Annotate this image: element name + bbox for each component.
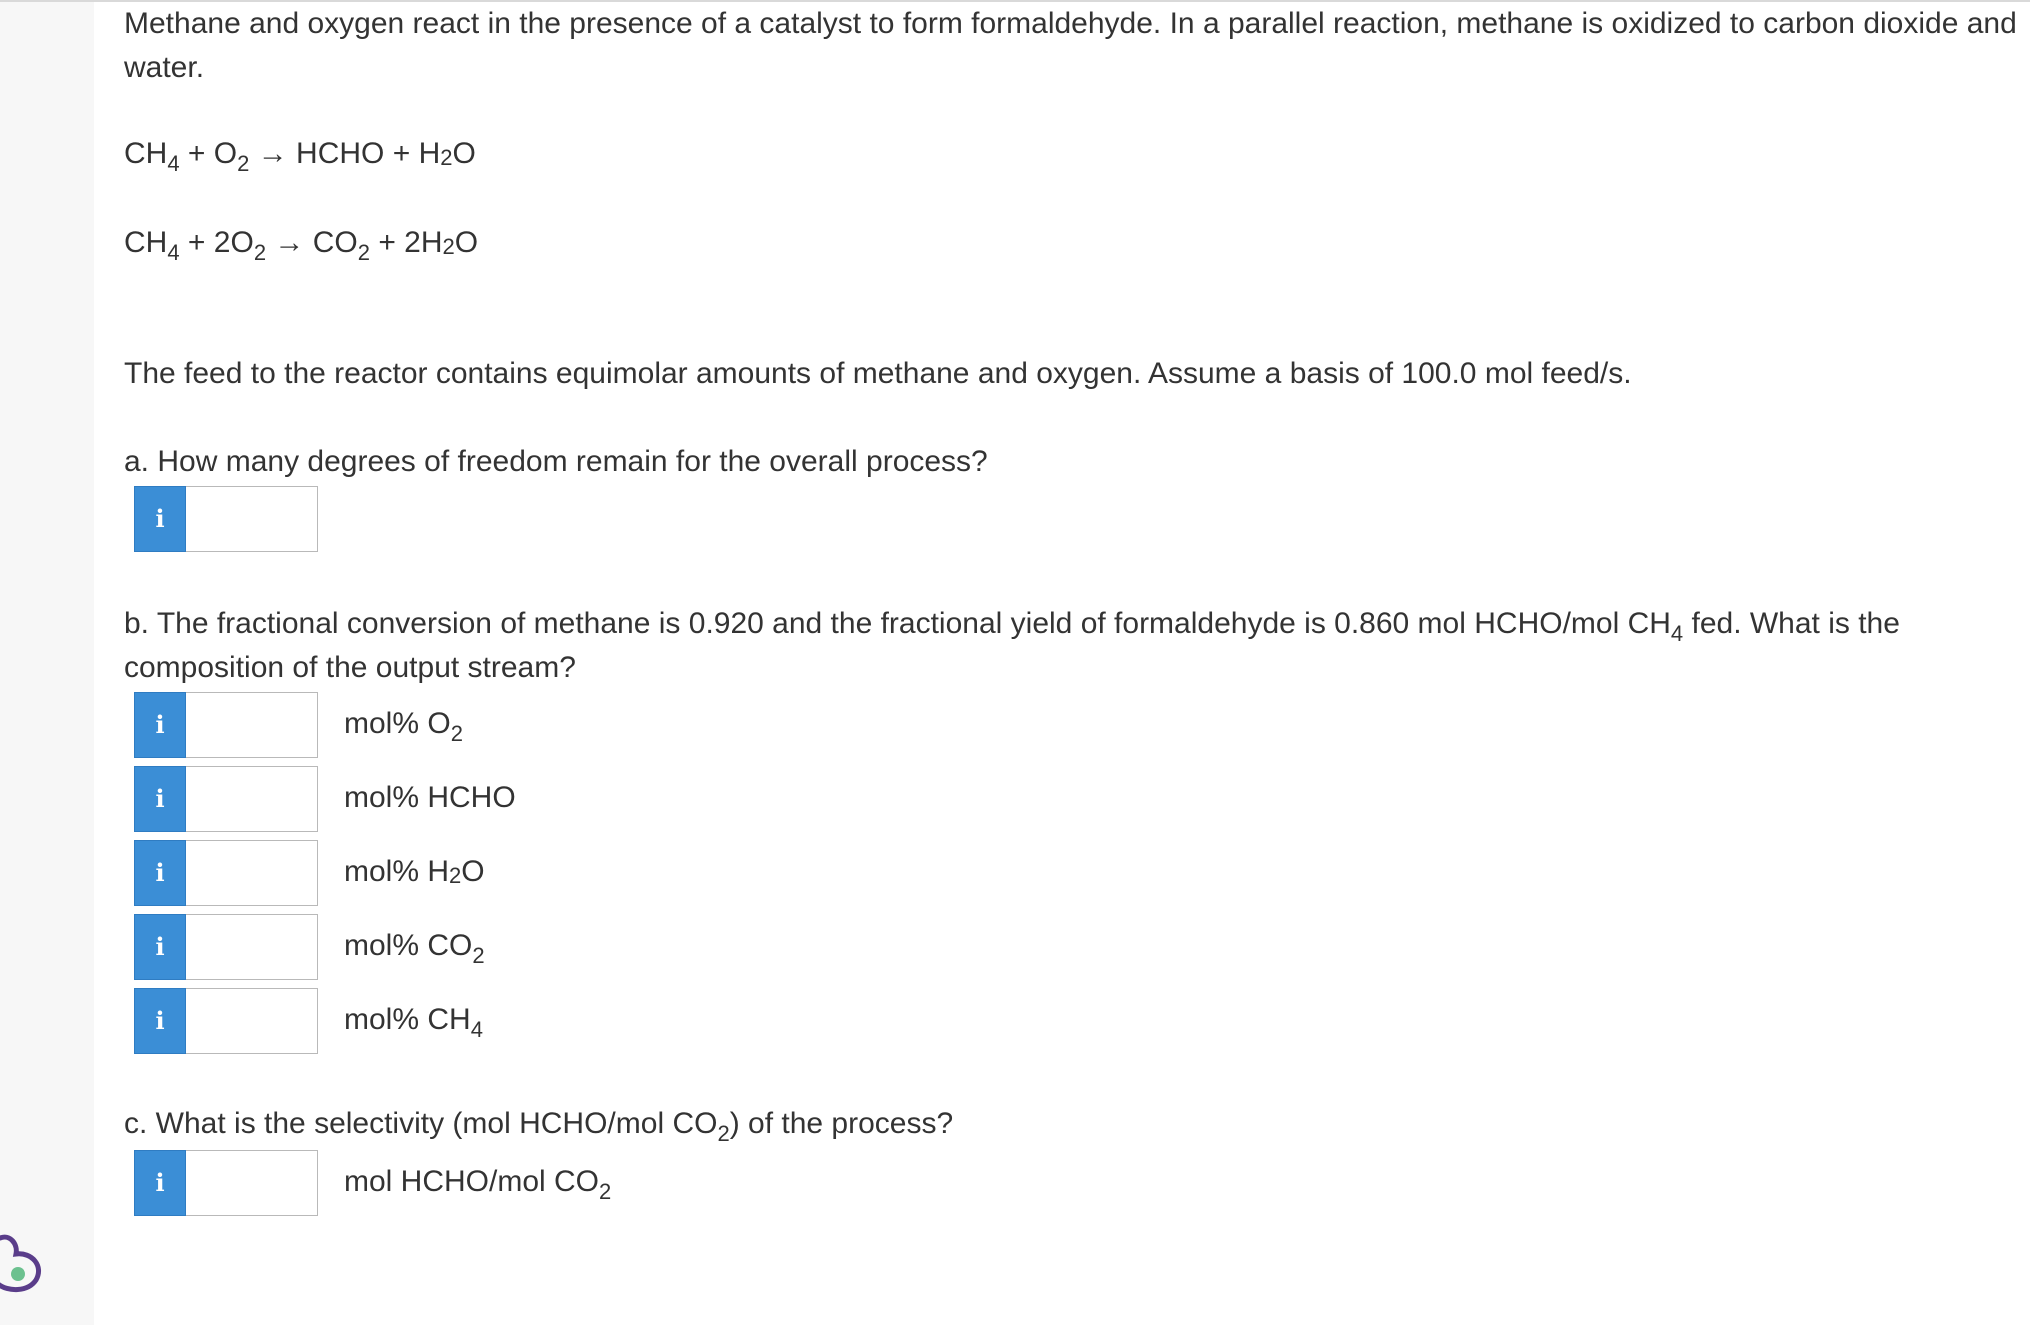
mol-percent-hcho-input[interactable] [186, 766, 318, 832]
unit-label: mol% $H_2O$ [344, 855, 485, 888]
unit-label: mol% $O_2$ [344, 707, 463, 746]
part-a-question: a. How many degrees of freedom remain for the overall process? [124, 445, 988, 478]
feed-statement: The feed to the reactor contains equimolar amounts of methane and oxygen. Assume a basis of 100.0 mol feed/s. [124, 357, 1632, 390]
mol-percent-co2-input[interactable] [186, 914, 318, 980]
mol-percent-ch4-input[interactable] [186, 988, 318, 1054]
mol-percent-o2-input[interactable] [186, 692, 318, 758]
part-c-question: c. What is the selectivity (mol HCHO/mol $CO_2$) of the process? [124, 1107, 954, 1146]
info-icon[interactable]: i [134, 766, 186, 832]
unit-label: mol HCHO/mol $CO_2$ [344, 1165, 612, 1204]
info-icon[interactable]: i [134, 988, 186, 1054]
part-a-answer-input[interactable] [186, 486, 318, 552]
info-icon[interactable]: i [134, 486, 186, 552]
part-b-question: b. The fractional conversion of methane is 0.920 and the fractional yield of formaldehyde is 0.860 mol HCHO/mol $CH_4$ fed. What is the composition of the output stream? [124, 607, 1900, 684]
info-icon[interactable]: i [134, 692, 186, 758]
mol-percent-h2o-input[interactable] [186, 840, 318, 906]
unit-label: mol% $CH_4$ [344, 1003, 483, 1042]
equation-1: $CH_4 + O_2$ → HCHO + $H_2O$ [124, 137, 476, 176]
unit-label: mol% HCHO [344, 781, 516, 814]
info-icon[interactable]: i [134, 914, 186, 980]
problem-intro: Methane and oxygen react in the presence of a catalyst to form formaldehyde. In a parallel reaction, methane is oxidized to carbon dioxide and water. [124, 7, 2017, 84]
equation-2: $CH_4 + 2O_2 \to CO_2 + 2H_2O$ [124, 226, 479, 265]
question-panel [94, 2, 2030, 1325]
selectivity-answer-input[interactable] [186, 1150, 318, 1216]
info-icon[interactable]: i [134, 1150, 186, 1216]
info-icon[interactable]: i [134, 840, 186, 906]
unit-label: mol% $CO_2$ [344, 929, 485, 968]
chat-widget-icon[interactable] [0, 1230, 52, 1300]
